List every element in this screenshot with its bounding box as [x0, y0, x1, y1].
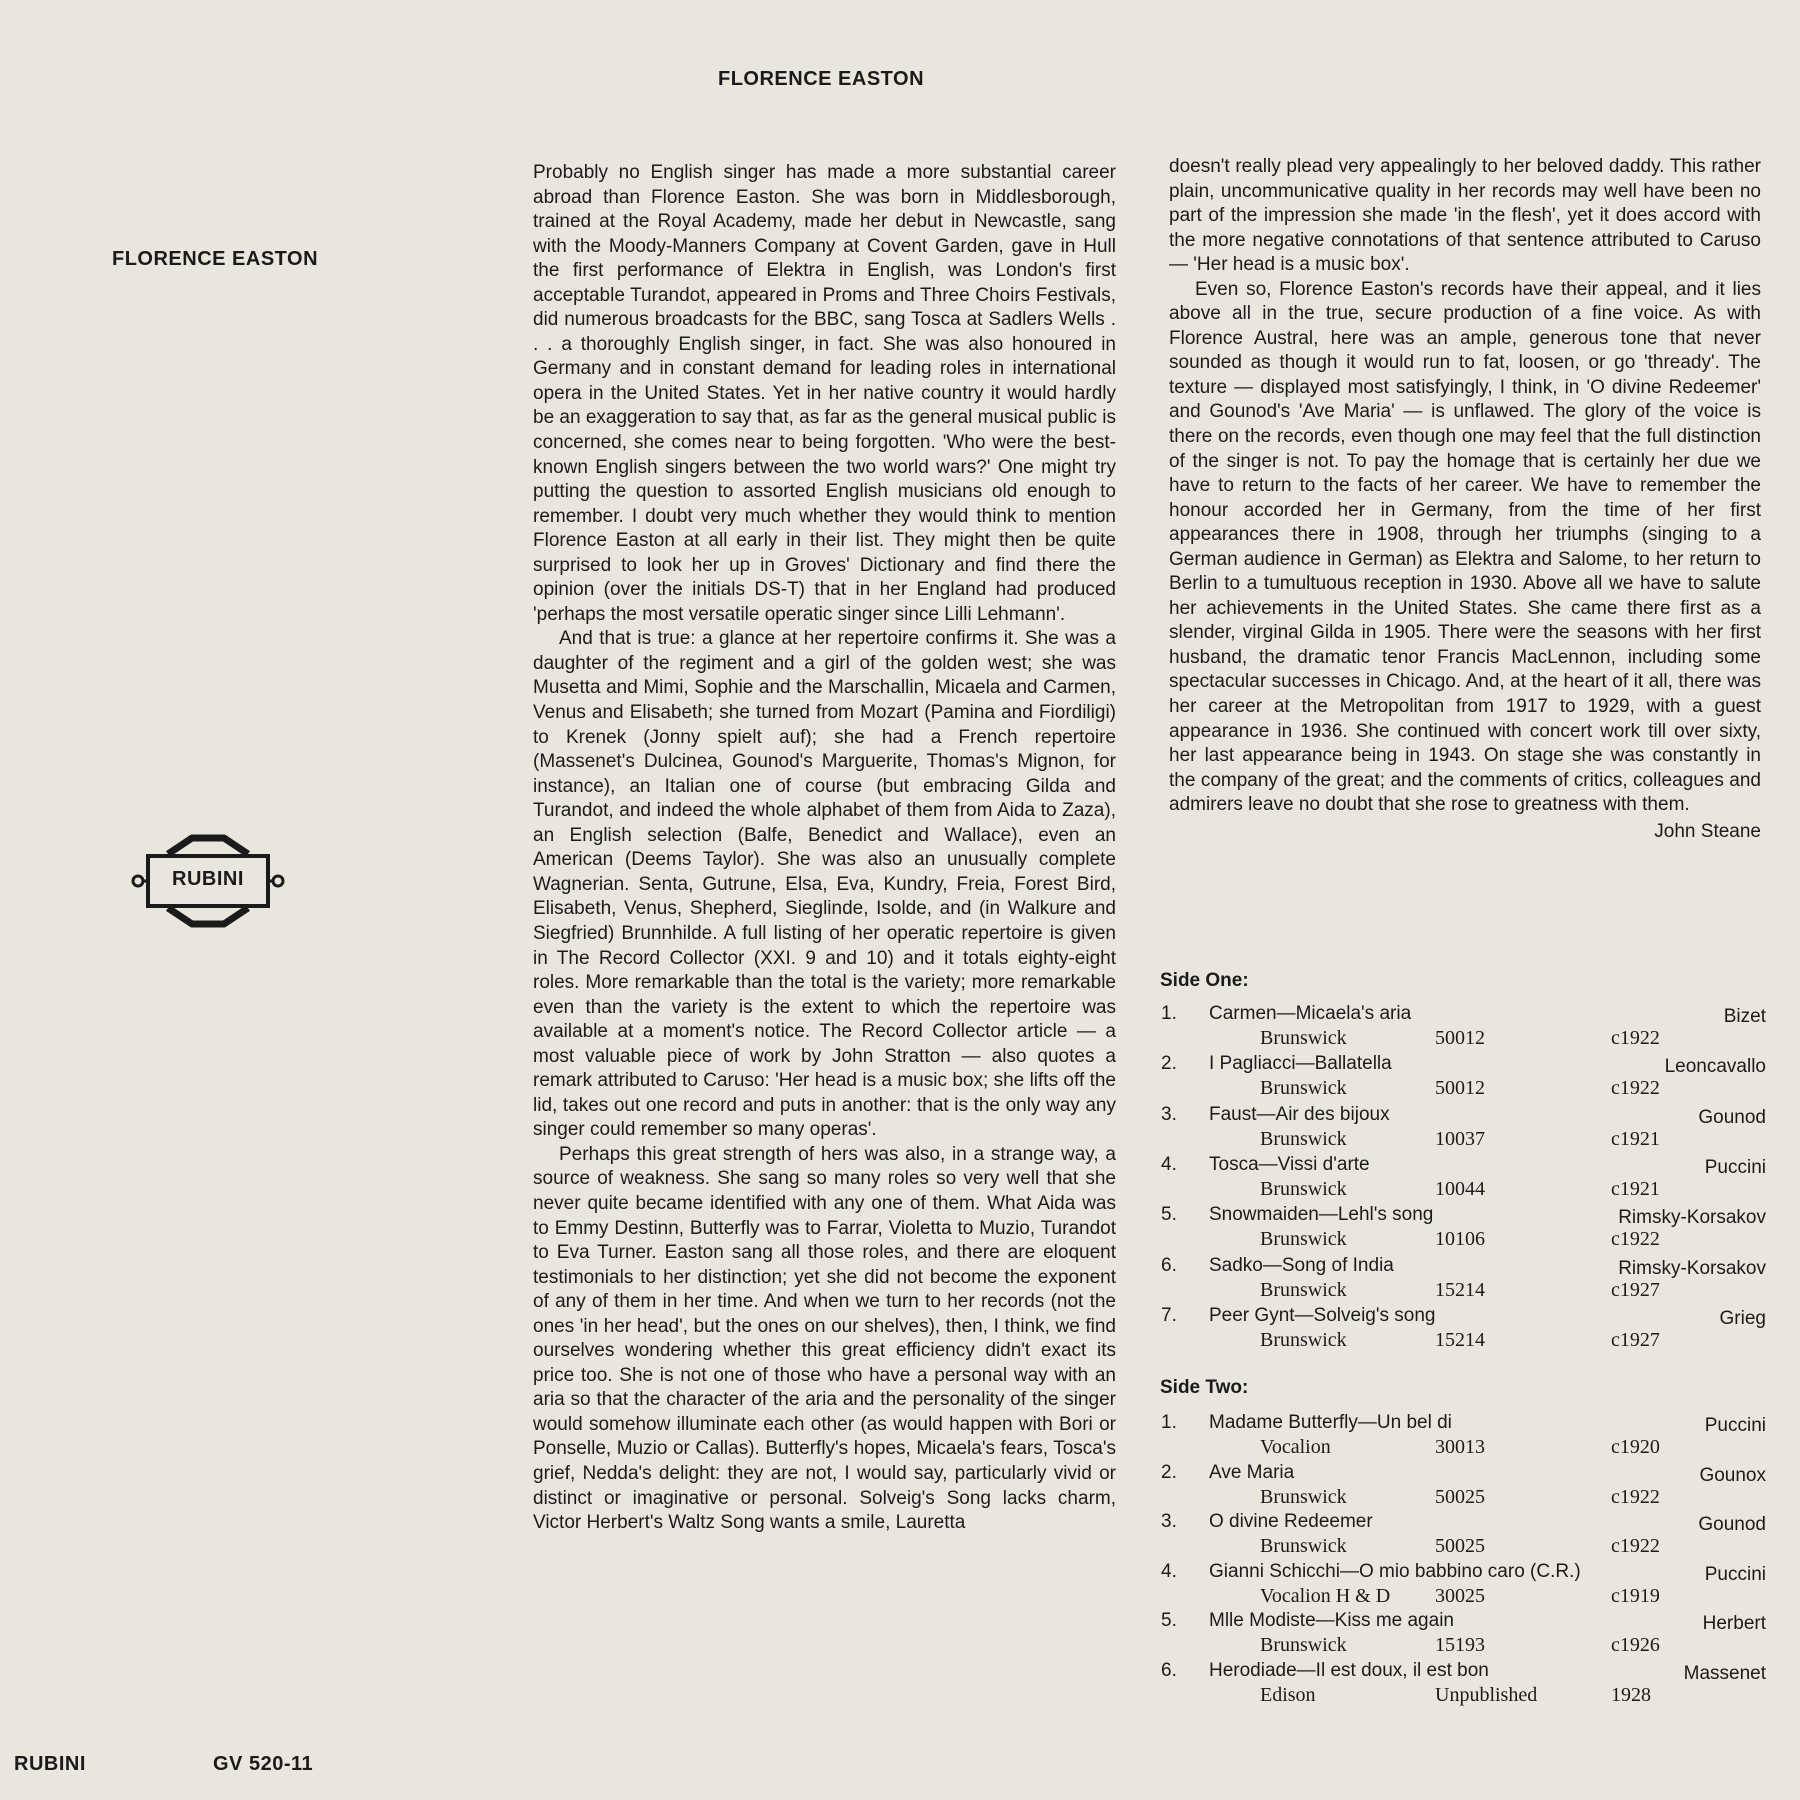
track-date: c1922 — [1611, 1027, 1660, 1049]
track-row — [1158, 1204, 1768, 1254]
track-composer: Gounod — [1698, 1514, 1766, 1536]
essay-paragraph: Even so, Florence Easton's records have their appeal, and it lies above all in the true, secure production of a fine voice. As with Florence Austral, here was an ample, generous tone that never sounded as though it would run to fat, loosen, or go 'thready'. The texture — displayed most satisfyingly, I think, in 'O divine Redeemer' and Gounod's 'Ave Maria' — is unflawed. The glory of the voice is there on the records, even though one may feel that the full distinction of the singer is not. To pay the homage that is certainly her due we have to return to the facts of her career. We have to remember the honour accorded her in Germany, from the time of her first appearances there in 1908, through her triumphs (singing to a German audience in German) as Elektra and Salome, to her return to Berlin to a tumultuous reception in 1930. Above all we have to salute her achievements in the United States. She came there first as a slender, virginal Gilda in 1905. There were the seasons with her first husband, the dramatic tenor Francis MacLennon, including some spectacular successes in Chicago. And, at the heart of it all, there was her career at the Metropolitan from 1917 to 1929, with a guest appearance in 1936. She continued with concert work till over sixty, her last appearance being in 1943. On stage she was constantly in the company of the great; and the comments of critics, colleagues and admirers leave no doubt that she rose to greatness with them. — [1169, 278, 1761, 816]
track-date: c1922 — [1611, 1535, 1660, 1558]
track-date: c1922 — [1611, 1228, 1660, 1251]
track-title: Snowmaiden—Lehl's song — [1209, 1204, 1434, 1226]
track-catalog-number: 50012 — [1435, 1077, 1485, 1100]
track-catalog-number: 15214 — [1435, 1278, 1485, 1301]
track-number: 3. — [1161, 1511, 1177, 1533]
track-composer: Leoncavallo — [1664, 1056, 1766, 1078]
track-composer: Puccini — [1704, 1563, 1766, 1585]
essay-paragraph: And that is true: a glance at her repertoire confirms it. She was a daughter of the regiment and a girl of the golden west; she was Musetta and Mimi, Sophie and the Marschallin, Micaela and Carmen, Venus and Elisabeth; she turned from Mozart (Pamina and Fiordiligi) to Krenek (Jonny spielt auf); she had a French repertoire (Massenet's Dulcinea, Gounod's Marguerite, Thomas's Mignon, for instance), an Italian one of course (but embracing Gilda and Turandot, and indeed the whole alphabet of them from Aida to Zaza), an English selection (Balfe, Benedict and Wallace), even an American (Deems Taylor). She was also an unusually complete Wagnerian. Senta, Gutrune, Elsa, Eva, Kundry, Freia, Forest Bird, Elisabeth, Venus, Shepherd, Sieglinde, Isolde, and (in Walkure and Siegfried) Brunnhilde. A full listing of her operatic repertoire is given in The Record Collector (XXI. 9 and 10) and it totals eighty-eight roles. More remarkable than the total is the variety; more remarkable even than the variety is the extent to which the repertoire was available at a moment's notice. The Record Collector article — a most valuable piece of work by John Stratton — also quotes a remark attributed to Caruso: 'Her head is a music box; she lifts off the lid, takes out one record and puts in another: that is the only way any singer could remember so many operas'. — [533, 628, 1116, 1141]
footer-label: RUBINI — [14, 1753, 86, 1775]
track-catalog-number: 15193 — [1435, 1634, 1485, 1657]
track-title: Tosca—Vissi d'arte — [1209, 1153, 1370, 1175]
track-title: Peer Gynt—Solveig's song — [1209, 1304, 1436, 1326]
track-composer: Herbert — [1702, 1613, 1766, 1635]
track-date: c1922 — [1611, 1077, 1660, 1100]
track-number: 3. — [1161, 1103, 1177, 1125]
track-record-label: Brunswick — [1260, 1328, 1347, 1351]
track-composer: Gounod — [1698, 1106, 1766, 1128]
track-record-label: Brunswick — [1260, 1177, 1347, 1200]
track-row — [1158, 1104, 1768, 1154]
track-composer: Rimsky-Korsakov — [1618, 1257, 1766, 1279]
track-catalog-number: 10106 — [1435, 1228, 1485, 1251]
track-composer: Rimsky-Korsakov — [1618, 1207, 1766, 1229]
left-title: FLORENCE EASTON — [112, 248, 319, 270]
essay-column-1 — [533, 161, 1116, 1536]
track-composer: Massenet — [1683, 1663, 1766, 1684]
side-two-heading: Side Two: — [1160, 1377, 1249, 1398]
track-composer: Puccini — [1704, 1415, 1766, 1436]
track-catalog-number: 50025 — [1435, 1535, 1485, 1558]
track-date: c1922 — [1611, 1485, 1660, 1508]
track-catalog-number: 15214 — [1435, 1328, 1485, 1351]
track-date: c1926 — [1611, 1634, 1660, 1657]
track-record-label: Brunswick — [1260, 1077, 1347, 1100]
track-row — [1158, 1255, 1768, 1305]
footer-catalog-number: GV 520-11 — [213, 1753, 314, 1775]
track-row — [1158, 1412, 1768, 1462]
track-title: Ave Maria — [1209, 1461, 1295, 1483]
track-record-label: Brunswick — [1260, 1634, 1347, 1657]
track-record-label: Brunswick — [1260, 1485, 1347, 1508]
track-catalog-number: 30013 — [1435, 1436, 1485, 1458]
track-title: Gianni Schicchi—O mio babbino caro (C.R.) — [1209, 1560, 1581, 1582]
track-catalog-number: 50025 — [1435, 1485, 1485, 1508]
track-date: c1927 — [1611, 1328, 1660, 1351]
track-row — [1158, 1561, 1768, 1611]
track-title: O divine Redeemer — [1209, 1511, 1373, 1533]
author-signature: John Steane — [1654, 820, 1761, 842]
track-record-label: Vocalion H & D — [1260, 1584, 1391, 1607]
track-number: 1. — [1161, 1003, 1177, 1024]
essay-paragraph: Probably no English singer has made a more substantial career abroad than Florence Easton. She was born in Middlesborough, trained at the Royal Academy, made her debut in Newcastle, sang with the Moody-Manners Company at Covent Garden, gave in Hull the first performance of Elektra in English, was London's first acceptable Turandot, appeared in Proms and Three Choirs Festivals, did numerous broadcasts for the BBC, sang Tosca at Sadlers Wells . . . a thoroughly English singer, in fact. She was also honoured in Germany and in constant demand for leading roles in international opera in the United States. Yet in her native country it would hardly be an exaggeration to say that, as far as the general musical public is concerned, she comes near to being forgotten. 'Who were the best-known English singers between the two world wars?' One might try putting the question to assorted English musicians old enough to remember. I doubt very much whether they would think to mention Florence Easton at all early in their list. They might then be quite surprised to look her up in Groves' Dictionary and find there the opinion (over the initials DS-T) that in her England had produced 'perhaps the most versatile operatic singer since Lilli Lehmann'. — [533, 162, 1117, 625]
track-record-label: Brunswick — [1260, 1535, 1347, 1558]
track-record-label: Brunswick — [1260, 1027, 1347, 1049]
page-title: FLORENCE EASTON — [718, 68, 925, 90]
track-title: Carmen—Micaela's aria — [1209, 1003, 1412, 1024]
track-number: 5. — [1161, 1204, 1177, 1226]
side-one-heading: Side One: — [1160, 970, 1249, 991]
track-record-label: Brunswick — [1260, 1228, 1347, 1251]
logo-text: RUBINI — [172, 868, 244, 890]
track-record-label: Brunswick — [1260, 1127, 1347, 1150]
track-title: Faust—Air des bijoux — [1209, 1103, 1390, 1125]
track-date: 1928 — [1611, 1684, 1651, 1706]
track-row — [1158, 1003, 1768, 1053]
essay-paragraph: doesn't really plead very appealingly to her beloved daddy. This rather plain, uncommunicative quality in her records may well have been no part of the impression she made 'in the flesh', yet it does accord with the more negative connotations of that sentence attributed to Caruso — 'Her head is a music box'. — [1169, 156, 1761, 276]
track-date: c1927 — [1611, 1278, 1660, 1301]
track-number: 1. — [1161, 1412, 1177, 1433]
essay-paragraph: Perhaps this great strength of hers was also, in a strange way, a source of weakness. She sang so many roles so very well that she never quite became identified with any one of them. What Aida was to Emmy Destinn, Butterfly was to Farrar, Violetta to Muzio, Turandot to Eva Turner. Easton sang all those roles, and there are eloquent testimonials to her distinction; yet she did not become the exponent of any of them in her time. And when we turn to her records (not the ones 'in her head', but the ones on our shelves), then, I think, we find ourselves wondering whether this great efficiency didn't exact its price too. She is not one of those who have a personal way with an aria so that the character of the aria and the personality of the singer would somehow illuminate each other (as would happen with Bori or Ponselle, Muzio or Callas). Butterfly's hopes, Micaela's fears, Tosca's grief, Nedda's delight: they are not, I would say, particularly vivid or distinct or imaginative or personal. Solveig's Song lacks charm, Victor Herbert's Waltz Song wants a smile, Lauretta — [533, 1143, 1116, 1534]
track-row — [1158, 1053, 1768, 1103]
track-number: 2. — [1161, 1461, 1177, 1483]
track-row — [1158, 1660, 1768, 1710]
track-number: 7. — [1161, 1304, 1177, 1326]
track-number: 6. — [1161, 1660, 1177, 1681]
track-catalog-number: 10037 — [1435, 1127, 1485, 1150]
track-date: c1920 — [1611, 1436, 1660, 1458]
track-number: 4. — [1161, 1560, 1177, 1582]
track-composer: Bizet — [1723, 1006, 1766, 1027]
track-row — [1158, 1462, 1768, 1512]
track-row — [1158, 1154, 1768, 1204]
track-row — [1158, 1610, 1768, 1660]
track-catalog-number: 10044 — [1435, 1177, 1485, 1200]
track-number: 5. — [1161, 1610, 1177, 1632]
track-date: c1919 — [1611, 1584, 1660, 1607]
track-title: Mlle Modiste—Kiss me again — [1209, 1610, 1454, 1632]
track-number: 4. — [1161, 1153, 1177, 1175]
track-date: c1921 — [1611, 1127, 1660, 1150]
rubini-logo — [130, 832, 286, 930]
track-title: Herodiade—Il est doux, il est bon — [1209, 1660, 1489, 1681]
track-record-label: Vocalion — [1260, 1436, 1331, 1458]
track-number: 2. — [1161, 1053, 1177, 1075]
track-catalog-number: 50012 — [1435, 1027, 1485, 1049]
track-title: Sadko—Song of India — [1209, 1254, 1394, 1276]
track-catalog-number: 30025 — [1435, 1584, 1485, 1607]
essay-column-2 — [1169, 155, 1761, 844]
track-number: 6. — [1161, 1254, 1177, 1276]
track-row — [1158, 1305, 1768, 1355]
track-title: I Pagliacci—Ballatella — [1209, 1053, 1392, 1075]
track-composer: Gounox — [1699, 1464, 1766, 1486]
track-composer: Grieg — [1719, 1307, 1766, 1329]
track-date: c1921 — [1611, 1177, 1660, 1200]
track-record-label: Edison — [1260, 1684, 1316, 1706]
track-catalog-number: Unpublished — [1435, 1684, 1538, 1706]
track-record-label: Brunswick — [1260, 1278, 1347, 1301]
track-composer: Puccini — [1704, 1156, 1766, 1178]
track-row — [1158, 1511, 1768, 1561]
track-title: Madame Butterfly—Un bel di — [1209, 1412, 1452, 1433]
